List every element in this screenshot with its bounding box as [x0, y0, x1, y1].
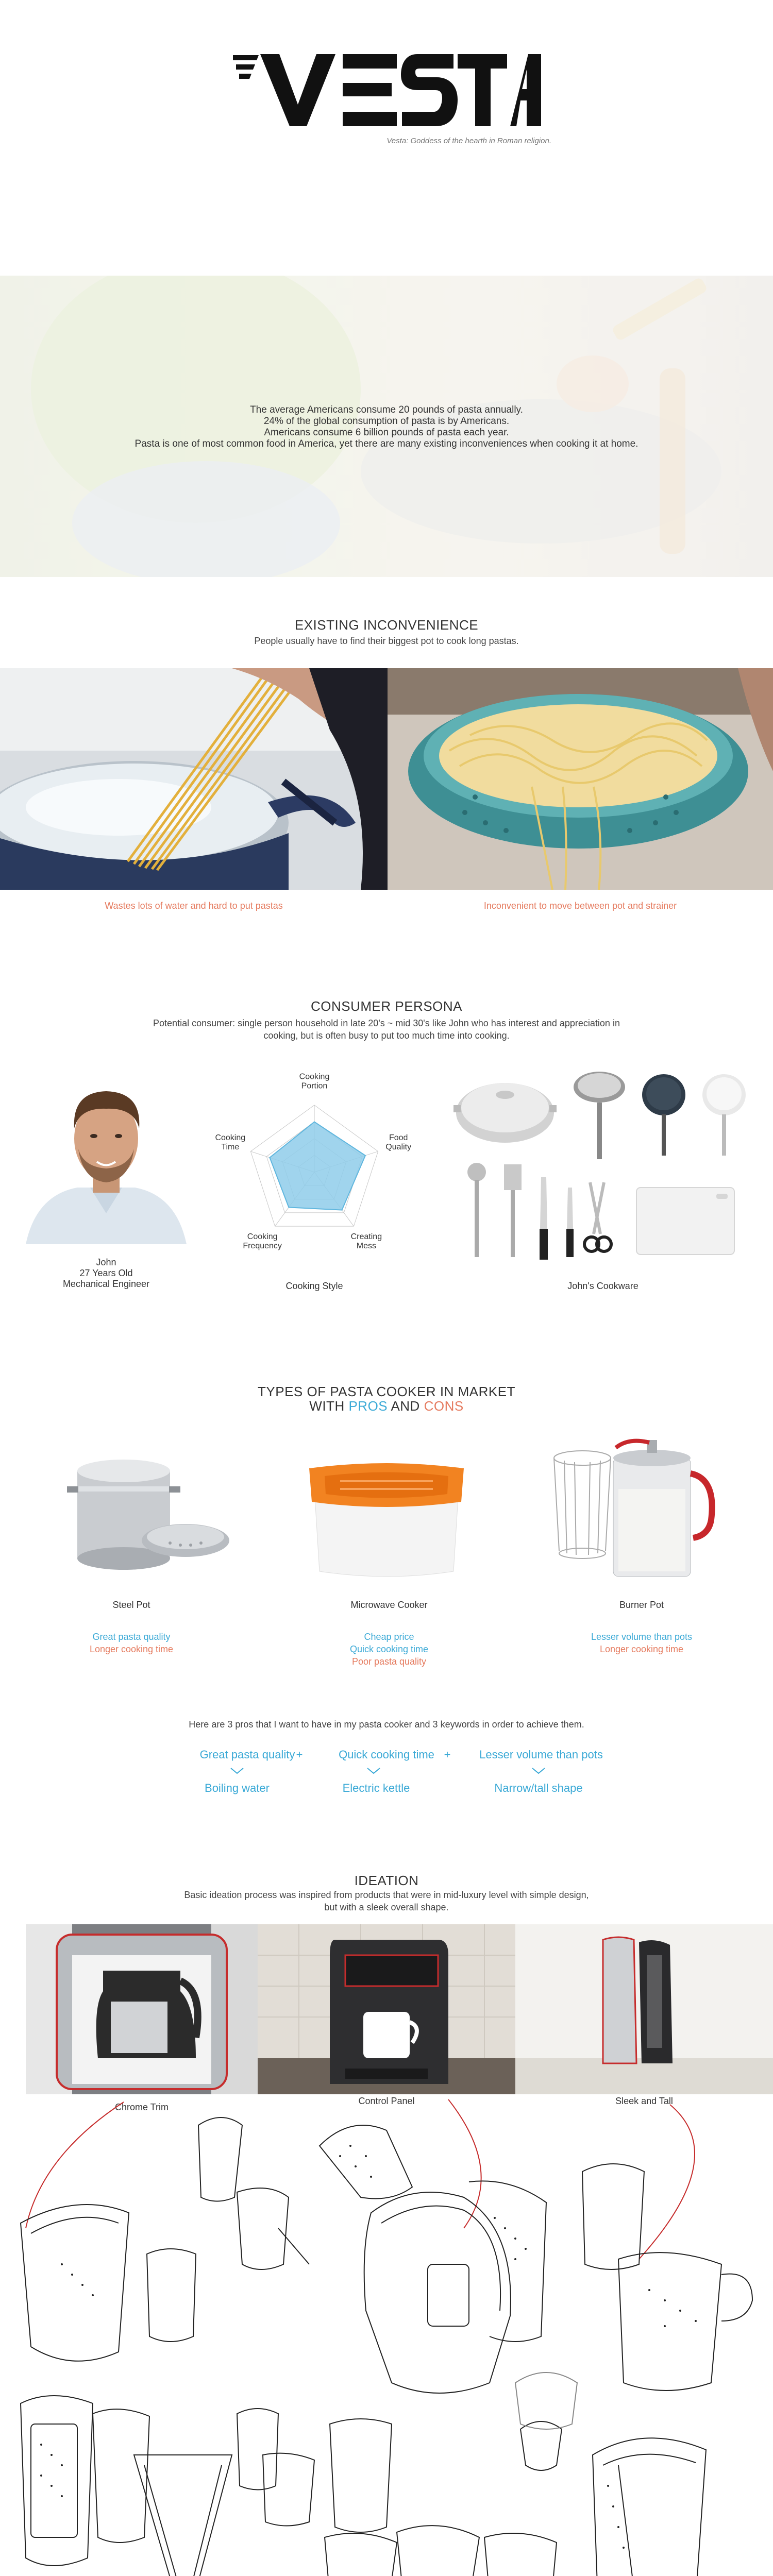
- inspiration-chrome-trim-photo: [26, 1924, 258, 2094]
- radar-axis-label: Cooking Time: [215, 1133, 246, 1151]
- market-title-cons: CONS: [424, 1398, 464, 1414]
- ideation-subtitle: [0, 1889, 773, 1913]
- product-pro: Great pasta quality: [92, 1632, 171, 1642]
- inspiration-caption: Chrome Trim: [114, 2102, 169, 2112]
- hero-fact: Americans consume 6 billion pounds of pasta each year.: [264, 427, 509, 438]
- hero-fact: The average Americans consume 20 pounds of pasta annually.: [250, 404, 523, 415]
- inconvenience-caption: Wastes lots of water and hard to put pastas: [105, 901, 283, 911]
- ideation-title: IDEATION: [354, 1873, 419, 1888]
- product-pros-cons: [325, 1631, 453, 1668]
- ladle-icon: [467, 1163, 486, 1257]
- chevron-down-icon: [227, 1766, 247, 1776]
- persona-age: 27 Years Old: [79, 1268, 133, 1278]
- radar-area: [270, 1122, 365, 1210]
- market-title-pros: PROS: [348, 1398, 388, 1414]
- product-pro: Quick cooking time: [349, 1644, 429, 1654]
- product-pros-cons: [67, 1631, 196, 1655]
- hero-fact: 24% of the global consumption of pasta is by Americans.: [263, 416, 510, 427]
- market-summary: Here are 3 pros that I want to have in my pasta cooker and 3 keywords in order to achieve them.: [189, 1719, 584, 1730]
- cooking-style-radar: [204, 1061, 425, 1278]
- market-title-line: TYPES OF PASTA COOKER IN MARKET: [258, 1384, 515, 1399]
- tagline: Vesta: Goddess of the hearth in Roman religion.: [386, 137, 551, 145]
- product-name: Microwave Cooker: [350, 1600, 428, 1610]
- plus-sign: +: [444, 1748, 451, 1761]
- product-name: Burner Pot: [619, 1600, 664, 1610]
- chevron-down-icon: [363, 1766, 384, 1776]
- persona-title: CONSUMER PERSONA: [310, 998, 463, 1014]
- cookware-caption: John's Cookware: [567, 1281, 638, 1291]
- product-con: Poor pasta quality: [351, 1656, 427, 1667]
- market-title: [0, 1384, 773, 1413]
- saucepan-icon: [574, 1072, 625, 1159]
- product-pro: Lesser volume than pots: [591, 1632, 693, 1642]
- radar-axis-label: Cooking Frequency: [243, 1232, 282, 1250]
- inspiration-sleek-tall-photo: [515, 1924, 773, 2094]
- persona-profile: [15, 1257, 197, 1290]
- keyword: Boiling water: [205, 1782, 270, 1794]
- product-name: Steel Pot: [112, 1600, 150, 1610]
- inspiration-control-panel-photo: [258, 1924, 515, 2094]
- chevron-down-icon: [528, 1766, 549, 1776]
- chosen-pro: Quick cooking time: [339, 1748, 434, 1761]
- radar-caption: Cooking Style: [285, 1281, 343, 1291]
- market-title-with: WITH: [309, 1398, 345, 1414]
- radar-axis-label: Creating Mess: [350, 1232, 382, 1250]
- persona-photo: [15, 1077, 197, 1244]
- product-pros-cons: [567, 1631, 716, 1655]
- ideation-subtitle-line: but with a sleek overall shape.: [324, 1902, 449, 1912]
- cutting-board-icon: [636, 1188, 734, 1255]
- persona-subtitle-line: cooking, but is often busy to put too much time into cooking.: [263, 1030, 510, 1041]
- photo-pasta-into-pot: [0, 668, 388, 890]
- persona-name: John: [96, 1257, 116, 1267]
- cookware-collection: [453, 1064, 752, 1270]
- market-title-line: [0, 1399, 773, 1413]
- hero-fact: Pasta is one of most common food in America, yet there are many existing inconveniences when cooking it at home.: [135, 438, 638, 449]
- keyword: Electric kettle: [342, 1782, 410, 1794]
- inconvenience-caption: Inconvenient to move between pot and strainer: [483, 901, 677, 911]
- inspiration-caption: Control Panel: [358, 2096, 415, 2106]
- white-pan-icon: [702, 1074, 746, 1156]
- knife-icon: [540, 1177, 548, 1260]
- dutch-oven-icon: [453, 1083, 557, 1143]
- microwave-cooker-photo: [304, 1453, 469, 1582]
- ideation-sketches: [0, 2094, 773, 2576]
- product-con: Longer cooking time: [89, 1644, 174, 1654]
- persona-subtitle-line: Potential consumer: single person household in late 20's ~ mid 30's like John who has interest and appreciation in: [153, 1018, 620, 1028]
- radar-axis-label: Cooking Portion: [299, 1072, 330, 1091]
- market-title-and: AND: [391, 1398, 420, 1414]
- product-pro: Cheap price: [364, 1632, 414, 1642]
- product-con: Longer cooking time: [599, 1644, 684, 1654]
- chosen-pro: Lesser volume than pots: [479, 1748, 603, 1761]
- inspiration-caption: Sleek and Tall: [615, 2096, 673, 2106]
- hero-facts: [0, 404, 773, 450]
- radar-axis-label: Food Quality: [385, 1133, 412, 1151]
- chosen-pro: Great pasta quality: [199, 1748, 295, 1761]
- ideation-subtitle-line: Basic ideation process was inspired from products that were in mid-luxury level with simple design,: [184, 1890, 589, 1900]
- inconvenience-subtitle: People usually have to find their biggest pot to cook long pastas.: [254, 636, 519, 646]
- vesta-logo: [232, 49, 541, 131]
- persona-job: Mechanical Engineer: [62, 1279, 150, 1289]
- inconvenience-title: EXISTING INCONVENIENCE: [294, 617, 479, 633]
- knife-icon: [566, 1188, 574, 1257]
- burner-pot-photo: [546, 1437, 721, 1582]
- scissors-icon: [584, 1182, 611, 1251]
- skillet-icon: [642, 1074, 685, 1156]
- persona-subtitle: [0, 1017, 773, 1042]
- spatula-icon: [504, 1164, 522, 1257]
- steel-pot-photo: [67, 1450, 232, 1584]
- photo-pasta-in-strainer: [388, 668, 773, 890]
- keyword: Narrow/tall shape: [494, 1782, 583, 1794]
- plus-sign: +: [296, 1748, 303, 1761]
